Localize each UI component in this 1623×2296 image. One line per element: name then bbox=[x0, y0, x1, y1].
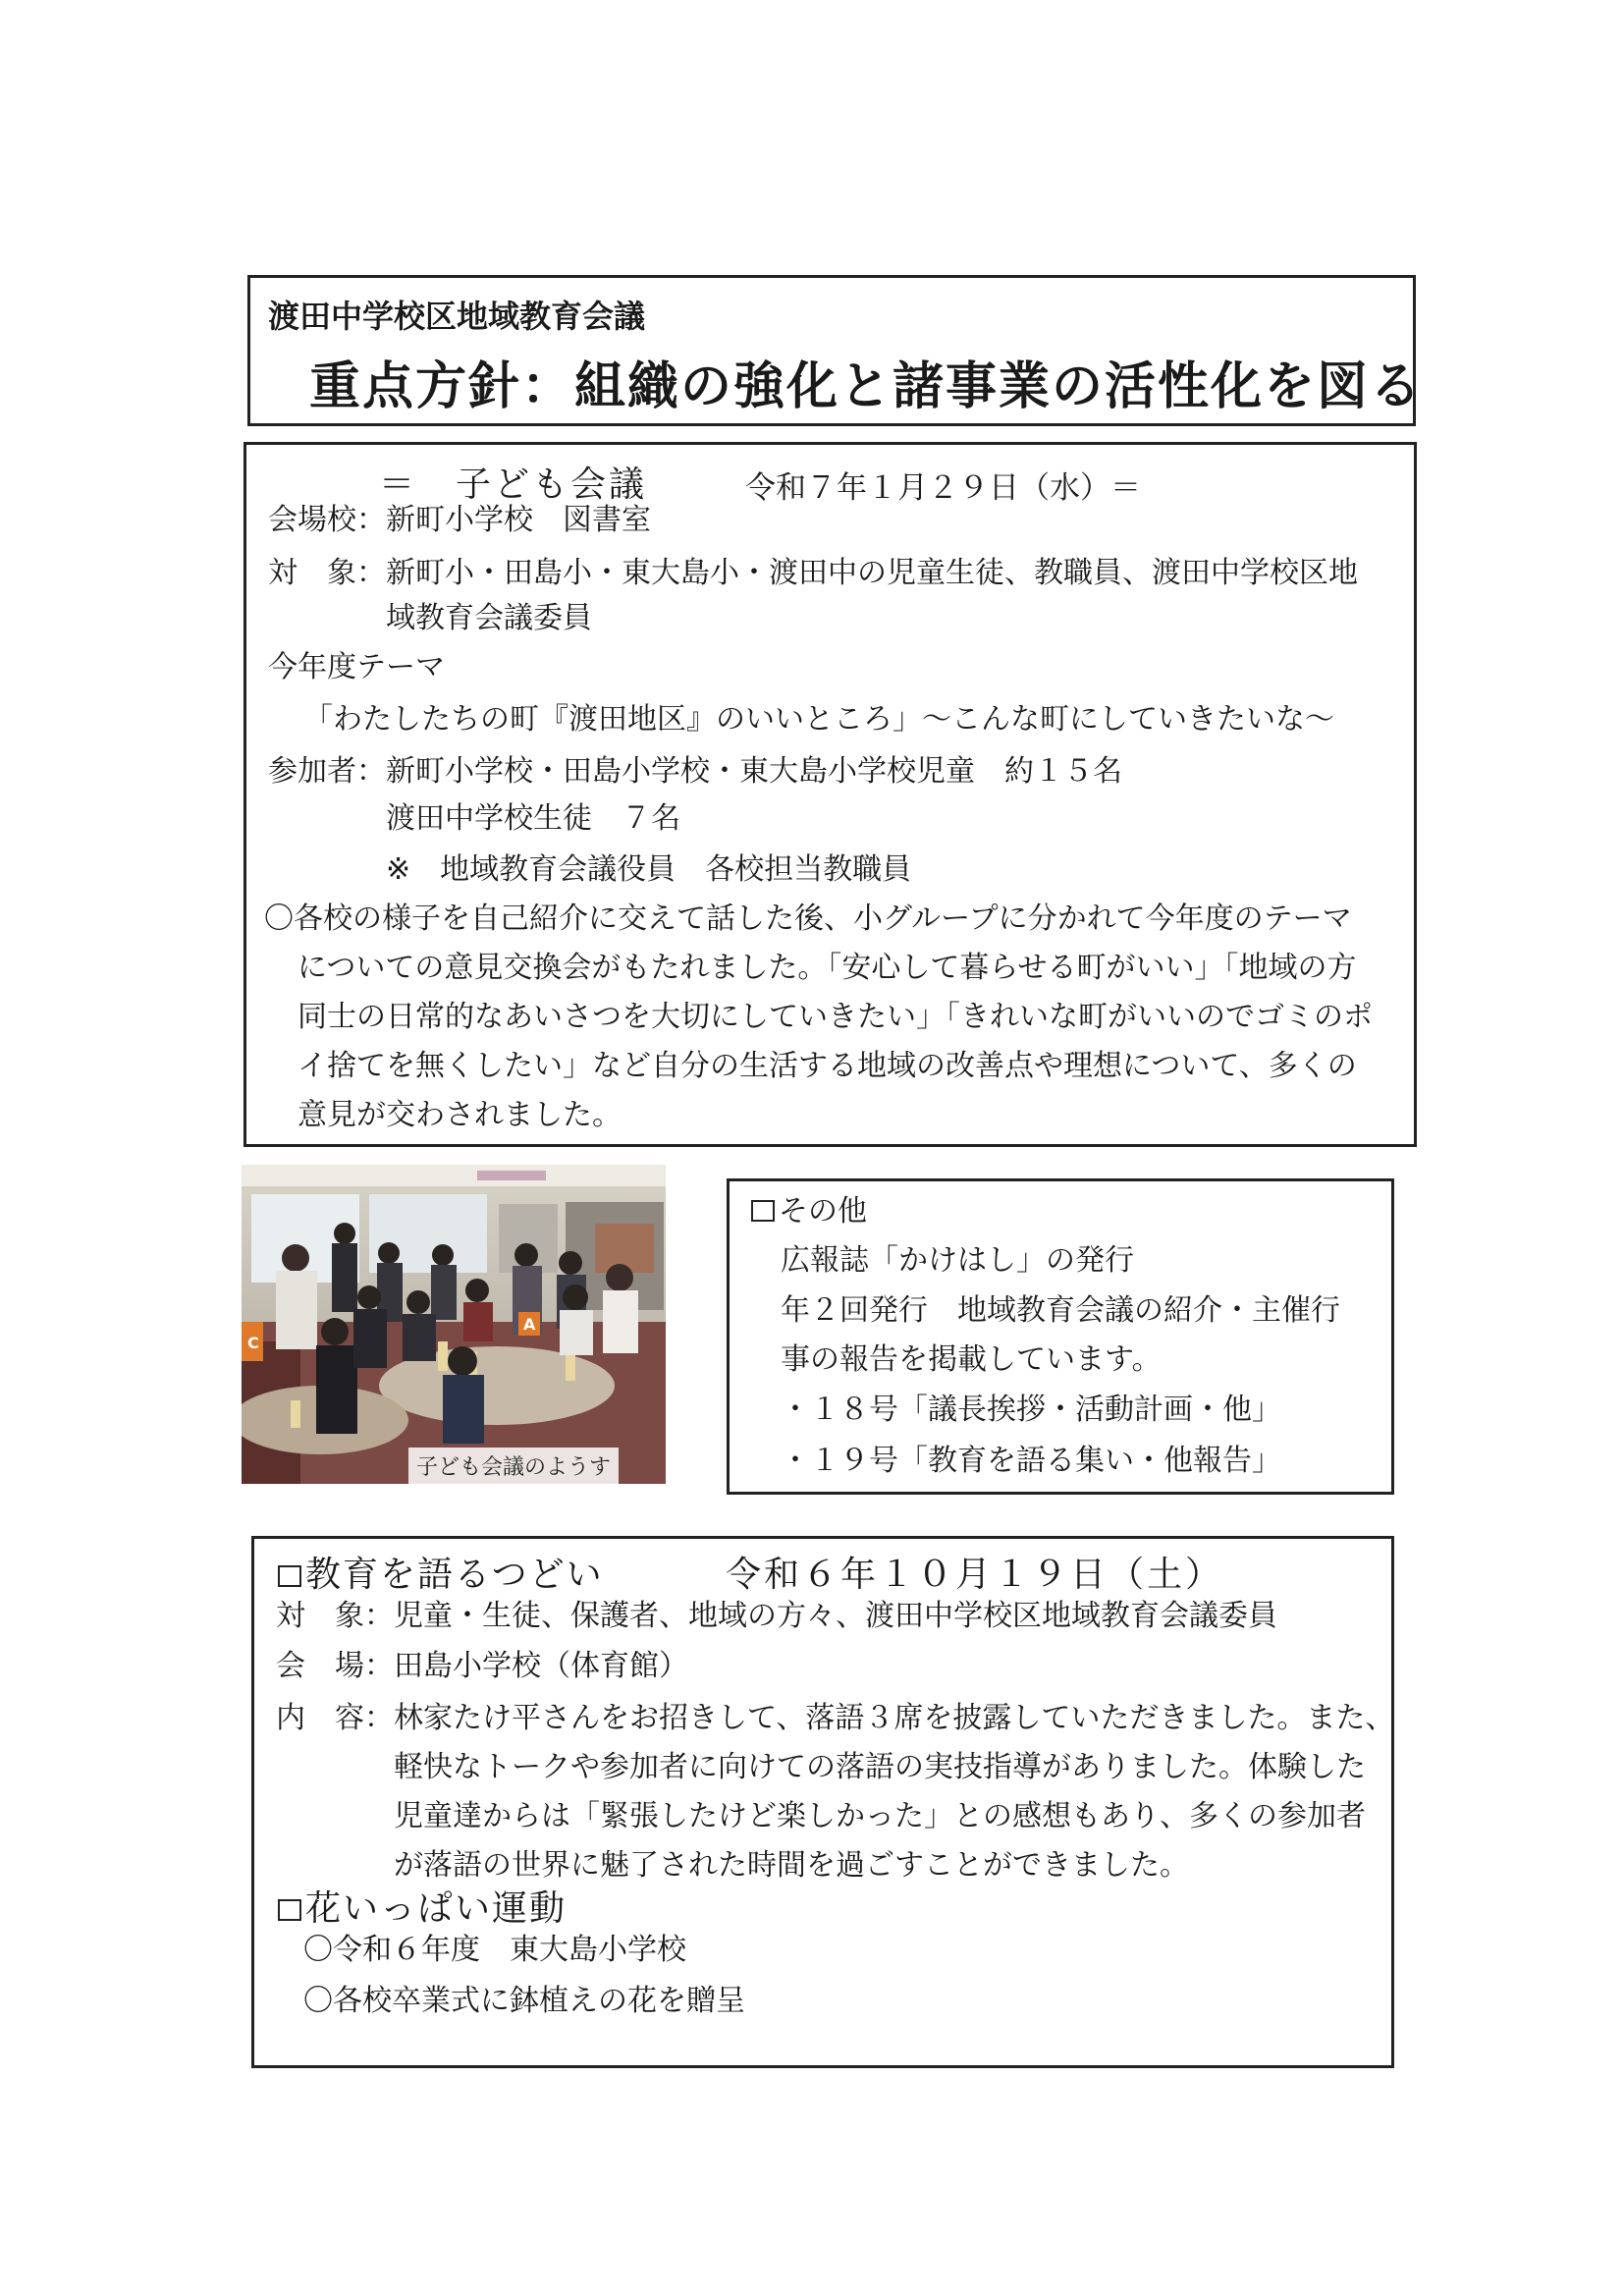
table-card-a: A bbox=[523, 1315, 536, 1334]
square-bullet-icon bbox=[278, 1565, 301, 1587]
participants-line-2: 渡田中学校生徒 ７名 bbox=[386, 801, 680, 836]
theme-text: 「わたしたちの町『渡田地区』のいいところ」～こんな町にしていきたいな～ bbox=[303, 702, 1334, 737]
sonota-title: その他 bbox=[779, 1194, 867, 1229]
kyoiku-venue-value: 田島小学校（体育館） bbox=[394, 1649, 688, 1683]
kyoiku-content-line-3: 児童達からは「緊張したけど楽しかった」との感想もあり、多くの参加者 bbox=[394, 1799, 1366, 1833]
publication-line-2: 事の報告を掲載しています。 bbox=[781, 1342, 1162, 1377]
kyoiku-content-label: 内 容： bbox=[276, 1701, 394, 1735]
target-line-2: 域教育会議委員 bbox=[386, 601, 592, 635]
kyoiku-tsudoi-section bbox=[251, 1536, 1394, 2068]
square-bullet-icon bbox=[751, 1200, 775, 1222]
policy-title: 重点方針：組織の強化と諸事業の活性化を図る bbox=[309, 357, 1424, 416]
header-box bbox=[247, 275, 1424, 426]
kyoiku-content-line-2: 軽快なトークや参加者に向けての落語の実技指導がありました。体験した bbox=[394, 1750, 1366, 1784]
kodomo-kaigi-photo bbox=[242, 1165, 666, 1484]
square-bullet-icon bbox=[278, 1899, 301, 1921]
venue-label: 会場校： bbox=[268, 503, 386, 537]
hana-title: 花いっぱい運動 bbox=[305, 1888, 568, 1929]
report-line-1: 〇各校の様子を自己紹介に交えて話した後、小グループに分かれて今年度のテーマ bbox=[264, 902, 1352, 936]
kodomo-kaigi-section bbox=[243, 442, 1417, 1147]
issue-19: ・１９号「教育を語る集い・他報告」 bbox=[781, 1444, 1281, 1478]
target-label: 対 象： bbox=[268, 556, 386, 590]
sonota-heading bbox=[751, 1194, 867, 1229]
kyoiku-content-line-1: 林家たけ平さんをお招きして、落語３席を披露していただきました。また、 bbox=[394, 1701, 1395, 1735]
theme-label: 今年度テーマ bbox=[268, 650, 445, 684]
issue-18: ・１８号「議長挨拶・活動計画・他」 bbox=[781, 1393, 1281, 1427]
report-line-4: イ捨てを無くしたい」など自分の生活する地域の改善点や理想について、多くの bbox=[298, 1049, 1357, 1083]
photo-caption: 子ども会議のようす bbox=[408, 1448, 619, 1484]
hana-item-1: 〇令和６年度 東大島小学校 bbox=[303, 1933, 686, 1967]
kyoiku-content-line-4: が落語の世界に魅了された時間を過ごすことができました。 bbox=[394, 1848, 1189, 1883]
report-line-3: 同士の日常的なあいさつを大切にしていきたい」「きれいな町がいいのでゴミのポ bbox=[298, 1000, 1373, 1034]
kodomo-kaigi-date: 令和７年１月２９日（水）＝ bbox=[745, 470, 1141, 506]
participants-line-3: ※ 地域教育会議役員 各校担当教職員 bbox=[386, 852, 912, 887]
participants-label: 参加者： bbox=[268, 754, 386, 789]
report-line-2: についての意見交換会がもたれました。「安心して暮らせる町がいい」「地域の方 bbox=[298, 951, 1357, 985]
kyoiku-heading bbox=[278, 1547, 604, 1597]
report-line-5: 意見が交わされました。 bbox=[298, 1098, 622, 1132]
participants-line-1: 新町小学校・田島小学校・東大島小学校児童 約１５名 bbox=[386, 754, 1122, 789]
kyoiku-title: 教育を語るつどい bbox=[305, 1555, 604, 1595]
publication-line-1: 年２回発行 地域教育会議の紹介・主催行 bbox=[781, 1293, 1340, 1328]
kyoiku-venue-label: 会 場： bbox=[276, 1649, 394, 1683]
kyoiku-date: 令和６年１０月１９日（土） bbox=[726, 1555, 1224, 1595]
hana-heading bbox=[278, 1881, 567, 1931]
venue-value: 新町小学校 図書室 bbox=[386, 503, 651, 537]
table-card-c: C bbox=[247, 1334, 259, 1352]
kodomo-kaigi-title: ＝ 子ども会議 bbox=[379, 465, 648, 505]
sonota-section bbox=[727, 1178, 1394, 1495]
kakehashi-line: 広報誌「かけはし」の発行 bbox=[781, 1243, 1134, 1278]
target-line-1: 新町小・田島小・東大島小・渡田中の児童生徒、教職員、渡田中学校区地 bbox=[386, 556, 1358, 590]
hana-item-2: 〇各校卒業式に鉢植えの花を贈呈 bbox=[303, 1984, 745, 2018]
kyoiku-target-label: 対 象： bbox=[276, 1599, 394, 1633]
kyoiku-target-value: 児童・生徒、保護者、地域の方々、渡田中学校区地域教育会議委員 bbox=[394, 1599, 1277, 1633]
organization-name: 渡田中学校区地域教育会議 bbox=[268, 298, 646, 335]
